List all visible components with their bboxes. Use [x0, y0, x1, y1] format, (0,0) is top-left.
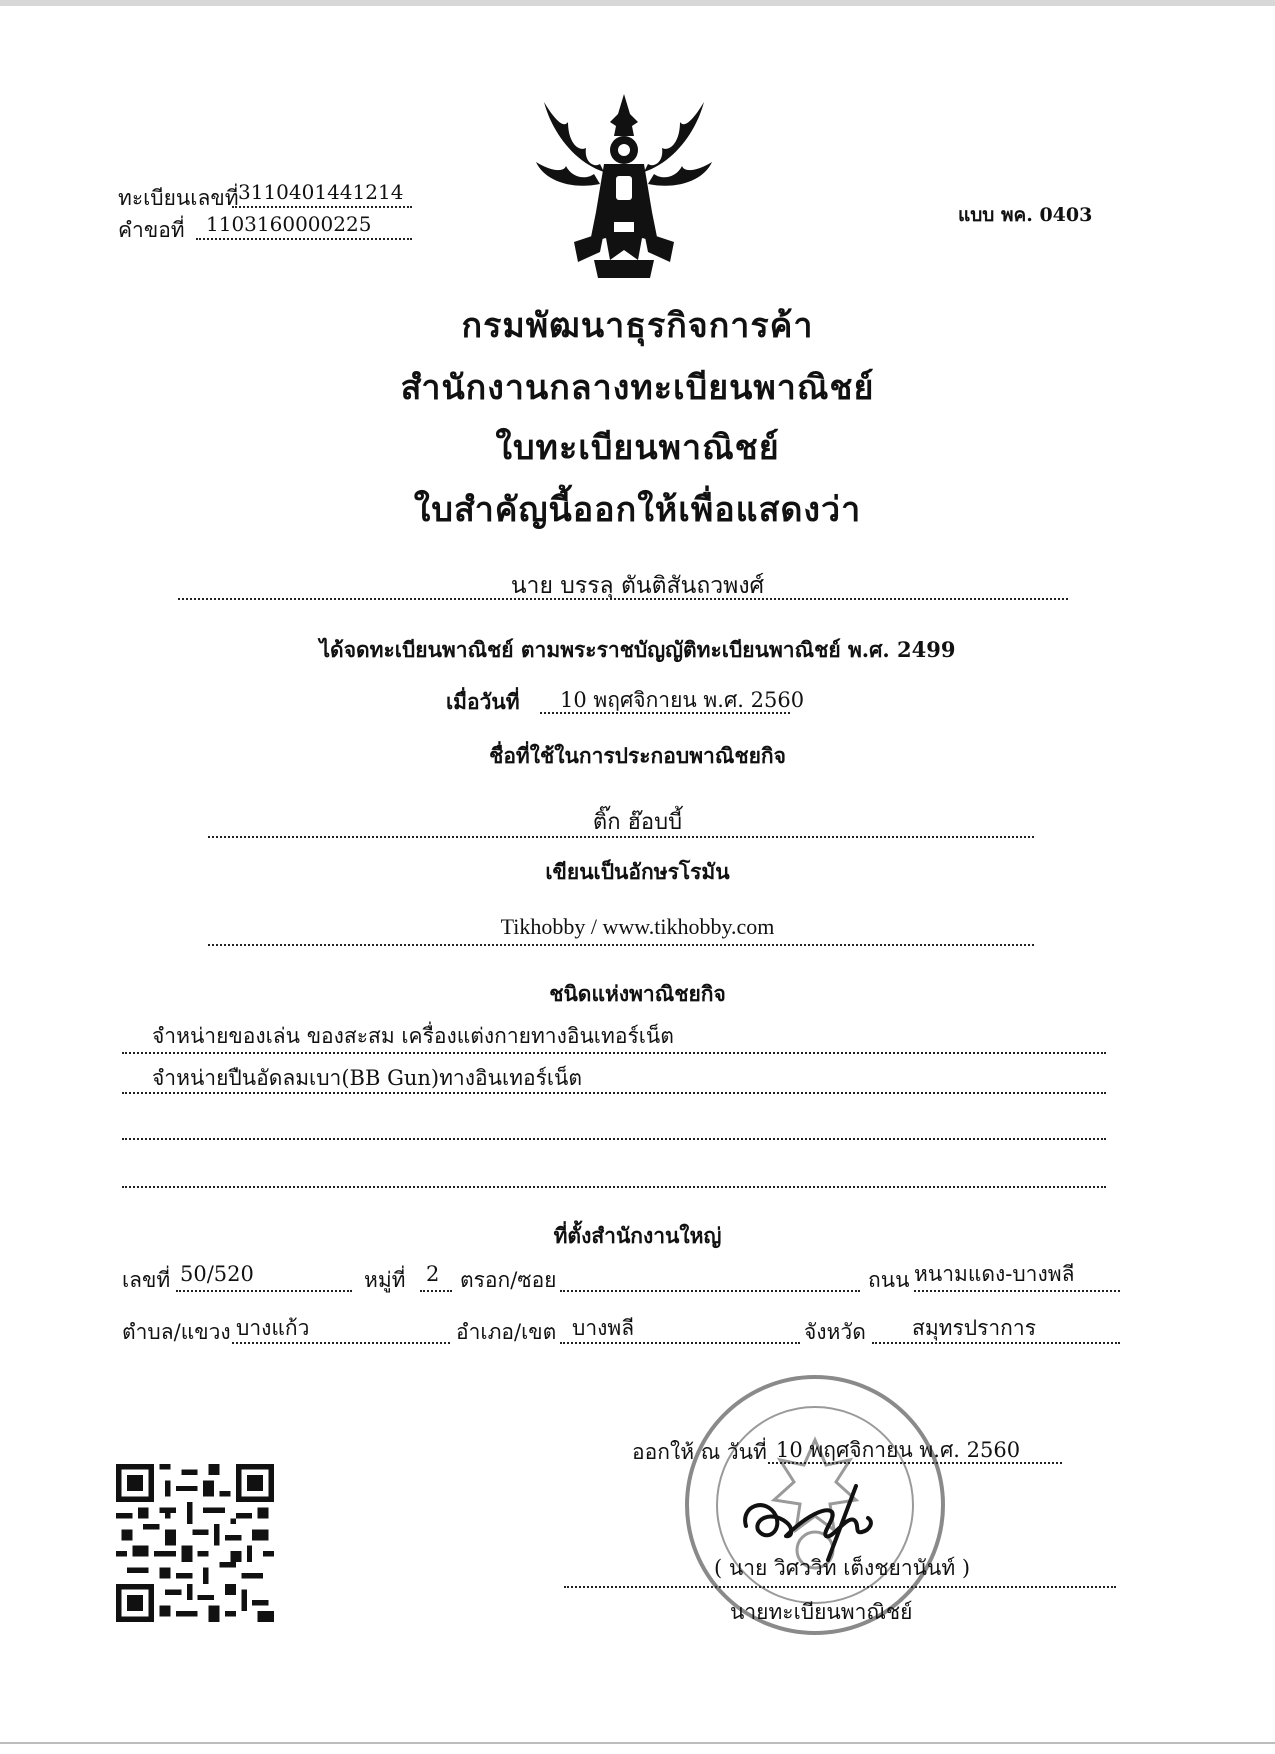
document-title: ใบทะเบียนพาณิชย์ [495, 428, 780, 468]
subdistrict-label: ตำบล/แขวง [122, 1320, 231, 1344]
business-type-line-2: จำหน่ายปืนอัดลมเบา(BB Gun)ทางอินเทอร์เน็ต [152, 1066, 583, 1090]
registrar-name-dots [564, 1586, 1116, 1588]
address-no-dots [176, 1290, 352, 1292]
registrar-title: นายทะเบียนพาณิชย์ [730, 1600, 913, 1624]
business-type-line-3-dots [122, 1138, 1106, 1140]
roman-name-dots [208, 944, 1034, 946]
address-no-label: เลขที่ [122, 1268, 171, 1292]
request-number-label: คำขอที่ [118, 218, 185, 242]
road-label: ถนน [868, 1268, 910, 1292]
qr-code-icon [116, 1464, 274, 1622]
registrar-name: ( นาย วิศววิท เต็งชยานันท์ ) [714, 1556, 971, 1580]
district-value: บางพลี [572, 1316, 635, 1340]
registration-number-label: ทะเบียนเลขที่ [118, 186, 239, 210]
registration-number-dots [232, 206, 412, 208]
business-type-line-1: จำหน่ายของเล่น ของสะสม เครื่องแต่งกายทางอินเทอร์เน็ต [152, 1024, 674, 1048]
form-code: แบบ พค. 0403 [958, 204, 1093, 226]
department-title: กรมพัฒนาธุรกิจการค้า [461, 306, 814, 346]
request-number-dots [196, 238, 412, 240]
business-type-label: ชนิดแห่งพาณิชยกิจ [549, 981, 726, 1006]
moo-label: หมู่ที่ [364, 1268, 406, 1292]
subdistrict-value: บางแก้ว [236, 1316, 310, 1340]
registrant-name: นาย บรรลุ ตันติสันถวพงศ์ [510, 573, 765, 599]
act-line: ได้จดทะเบียนพาณิชย์ ตามพระราชบัญญัติทะเบียนพาณิชย์ พ.ศ. 2499 [319, 637, 956, 662]
registered-date-value: 10 พฤศจิกายน พ.ศ. 2560 [560, 688, 805, 712]
top-edge [0, 0, 1275, 6]
business-type-line-4-dots [122, 1186, 1106, 1188]
registration-number-value: 3110401441214 [238, 180, 404, 204]
office-title: สำนักงานกลางทะเบียนพาณิชย์ [400, 368, 875, 408]
garuda-emblem-icon [534, 92, 714, 282]
registrar-signature-icon [736, 1476, 906, 1564]
soi-label: ตรอก/ซอย [460, 1268, 557, 1292]
district-label: อำเภอ/เขต [456, 1320, 557, 1344]
issued-date-value: 10 พฤศจิกายน พ.ศ. 2560 [776, 1438, 1021, 1462]
request-number-value: 1103160000225 [206, 212, 372, 236]
certify-line: ใบสำคัญนี้ออกให้เพื่อแสดงว่า [413, 490, 862, 530]
moo-value: 2 [426, 1262, 440, 1286]
address-no-value: 50/520 [180, 1262, 254, 1286]
road-value: หนามแดง-บางพลี [914, 1262, 1075, 1286]
province-value: สมุทรปราการ [912, 1316, 1036, 1340]
soi-dots [560, 1290, 860, 1292]
business-name-value: ติ๊ก ฮ๊อบบี้ [592, 810, 683, 835]
business-name-label: ชื่อที่ใช้ในการประกอบพาณิชยกิจ [489, 743, 786, 768]
bottom-edge [0, 1742, 1275, 1744]
roman-name-value: Tikhobby / www.tikhobby.com [500, 914, 775, 939]
issued-date-label: ออกให้ ณ วันที่ [632, 1440, 767, 1464]
roman-name-label: เขียนเป็นอักษรโรมัน [545, 859, 730, 884]
registered-date-label: เมื่อวันที่ [446, 689, 520, 714]
head-office-label: ที่ตั้งสำนักงานใหญ่ [553, 1223, 722, 1248]
province-label: จังหวัด [804, 1320, 866, 1344]
moo-dots [420, 1290, 452, 1292]
